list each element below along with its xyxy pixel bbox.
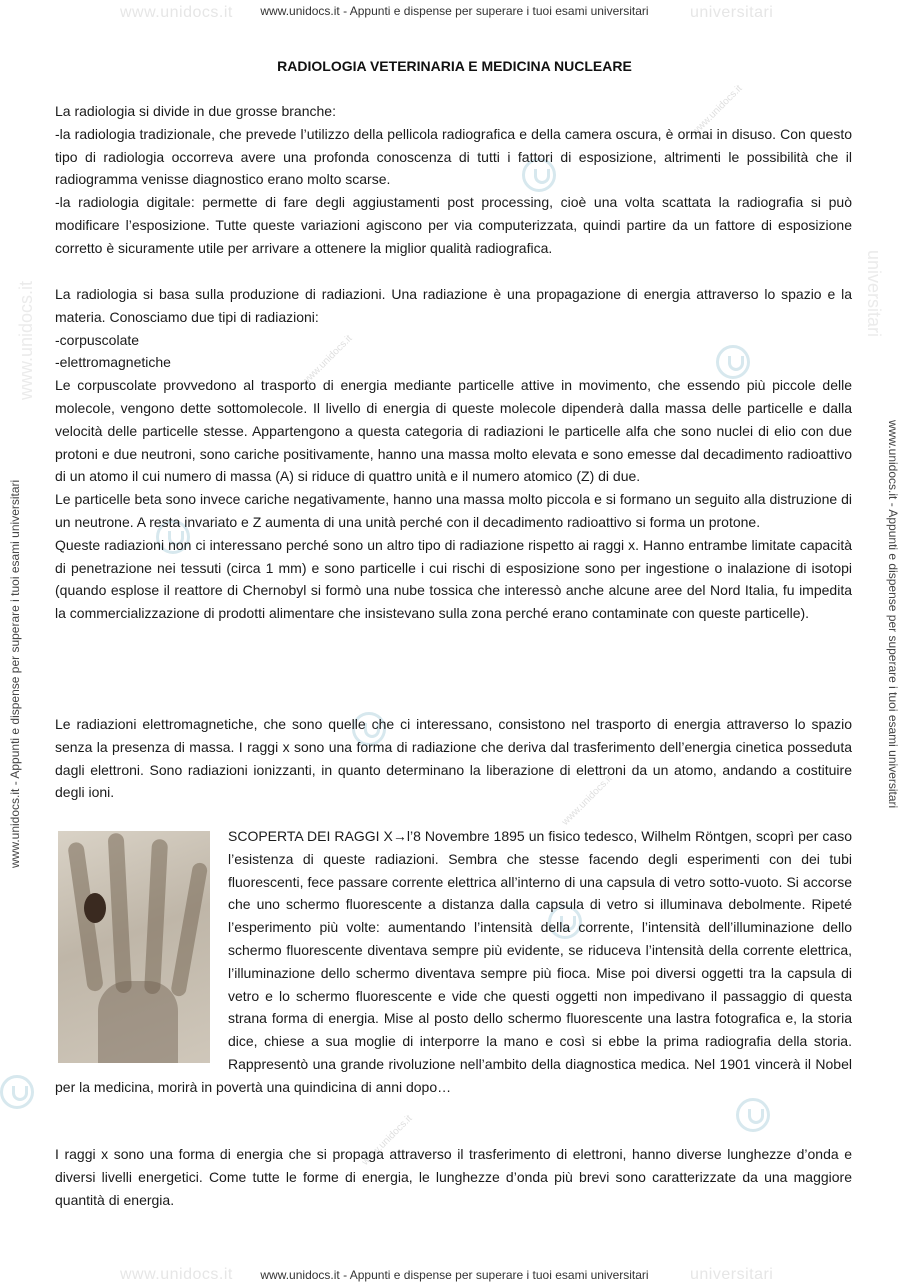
radiations-section	[55, 283, 852, 625]
unidocs-logo-icon	[736, 1098, 770, 1132]
intro-section	[55, 100, 852, 260]
xray-hand-image	[58, 831, 210, 1063]
header-banner: www.unidocs.it - Appunti e dispense per superare i tuoi esami universitari	[260, 4, 649, 18]
diagonal-watermark-text: www.unidocs.it	[300, 333, 355, 388]
paragraph: La radiologia si basa sulla produzione di radiazioni. Una radiazione è una propagazione di energia attraverso lo spazio e la materia. Conosciamo due tipi di radiazioni:	[55, 286, 852, 325]
paragraph: -la radiologia tradizionale, che prevede l’utilizzo della pellicola radiografica e della camera oscura, è ormai in disuso. Con questo tipo di radiologia occorreva avere una profonda conoscenza di tutti i fattori di esposizione, altrimenti le possibilità che il radiogramma venisse diagnostico erano molto scarse.	[55, 125, 852, 188]
paragraph: -la radiologia digitale: permette di fare degli aggiustamenti post processing, cioè una volta scattata la radiografia si può modificare l’esposizione. Tutte queste variazioni agiscono per via computerizzata, quindi partire da un fattore di esposizione corretto è sicuramente utile per arrivare a ottenere la miglior qualità radiografica.	[55, 194, 852, 256]
list-item: -elettromagnetiche	[55, 354, 171, 371]
unidocs-logo-icon	[0, 1075, 34, 1109]
ghost-watermark-bottom-left: www.unidocs.it	[120, 1266, 233, 1283]
paragraph: Le corpuscolate provvedono al trasporto di energia mediante particelle attive in movimento, che essendo più piccole delle molecole, vengono dette sottomolecole. Il livello di energia di queste molecole dipenderà dalla massa delle particelle e dalla velocità delle particelle stesse. Appartengono a questa categoria di radiazioni le particelle alfa che sono nuclei di elio con due protoni e due neutroni, sono cariche positivamente, hanno una massa molto elevata e sono emesse dal decadimento radioattivo di un atomo il cui numero di massa (A) si riduce di quattro unità e il numero atomico (Z) di due.	[55, 377, 852, 485]
paragraph: Le particelle beta sono invece cariche negativamente, hanno una massa molto piccola e si formano un seguito alla distruzione di un neutrone. A resta invariato e Z aumenta di una unità perché con il decadimento radioattivo si forma un protone.	[55, 491, 852, 530]
ghost-watermark-top-left: www.unidocs.it	[120, 4, 233, 21]
side-banner-right: www.unidocs.it - Appunti e dispense per superare i tuoi esami universitari	[886, 420, 900, 809]
diagonal-watermark-text: www.unidocs.it	[690, 83, 745, 138]
ghost-watermark-side-left: www.unidocs.it	[16, 280, 36, 400]
footer-banner: www.unidocs.it - Appunti e dispense per superare i tuoi esami universitari	[260, 1268, 649, 1282]
xray-ring	[84, 893, 106, 923]
ghost-watermark-side-right: universitari	[864, 250, 884, 338]
xray-finger	[170, 862, 208, 998]
ghost-watermark-bottom-right: universitari	[690, 1266, 774, 1283]
paragraph: Le radiazioni elettromagnetiche, che sono quelle che ci interessano, consistono nel trasporto di energia attraverso lo spazio senza la presenza di massa. I raggi x sono una forma di radiazione che deriva dal trasferimento dell’energia cinetica posseduta dagli elettroni. Sono radiazioni ionizzanti, in quanto determinano la liberazione di elettroni da un atomo, andando a costituire degli ioni.	[55, 716, 852, 801]
diagonal-watermark-text: www.unidocs.it	[560, 773, 615, 828]
paragraph: Queste radiazioni non ci interessano perché sono un altro tipo di radiazione rispetto ai raggi x. Hanno entrambe limitate capacità di penetrazione nei tessuti (circa 1 mm) e sono particelle i cui rischi di esposizione sono per ingestione o inalazione di isotopi (quando esplose il reattore di Chernobyl si formò una nube tossica che interessò anche alcune aree del Nord Italia, fu impedita la commercializzazione di prodotti alimentare che insistevano sulla zona perché erano contaminate con queste particelle).	[55, 536, 852, 622]
diagonal-watermark-text: www.unidocs.it	[360, 1113, 415, 1168]
side-banner-left: www.unidocs.it - Appunti e dispense per superare i tuoi esami universitari	[8, 479, 22, 868]
paragraph: La radiologia si divide in due grosse branche:	[55, 103, 336, 119]
document-title: RADIOLOGIA VETERINARIA E MEDICINA NUCLEARE	[277, 58, 632, 74]
xray-finger	[108, 833, 132, 994]
discovery-section	[55, 825, 852, 1099]
xray-finger	[144, 839, 168, 995]
paragraph: SCOPERTA DEI RAGGI X→l’8 Novembre 1895 un fisico tedesco, Wilhelm Röntgen, scoprì per caso l’esistenza di queste radiazioni. Sembra che stesse facendo degli esperimenti con dei tubi fluorescenti, fece passare corrente elettrica all’interno di una capsula di vetro sotto-vuoto. Si accorse che uno schermo fluorescente a distanza dalla capsula di vetro si illuminava debolmente. Ripeté l’esperimento più volte: aumentando l’intensità della corrente, l’intensità dell’illuminazione dello schermo fluorescente diventava sempre più evidente, se riduceva l’intensità della corrente elettrica, l’illuminazione dello schermo diventava sempre più fioca. Mise poi diversi oggetti tra la capsula di vetro e lo schermo fluorescente e vide che questi oggetti non impedivano il passaggio di questa strana forma di energia. Mise al posto dello schermo fluorescente una lastra fotografica e, la storia dice, chiese a sua moglie di interporre la mano e così si ebbe la prima radiografia della storia. Rappresentò una grande rivoluzione nell’ambito della diagnostica medica. Nel 1901 vincerà il Nobel per la medicina, morirà in povertà una quindicina di anni dopo…	[55, 828, 852, 1095]
ghost-watermark-top-right: universitari	[690, 4, 774, 21]
paragraph: I raggi x sono una forma di energia che si propaga attraverso il trasferimento di elettroni, hanno diverse lunghezze d’onda e diversi livelli energetici. Come tutte le forme di energia, le lunghezze d’onda più brevi sono caratterizzate da una maggiore quantità di energia.	[55, 1146, 852, 1208]
xray-palm	[98, 981, 178, 1063]
list-item: -corpuscolate	[55, 331, 140, 348]
closing-section	[55, 1143, 852, 1211]
electromagnetic-section	[55, 713, 852, 804]
